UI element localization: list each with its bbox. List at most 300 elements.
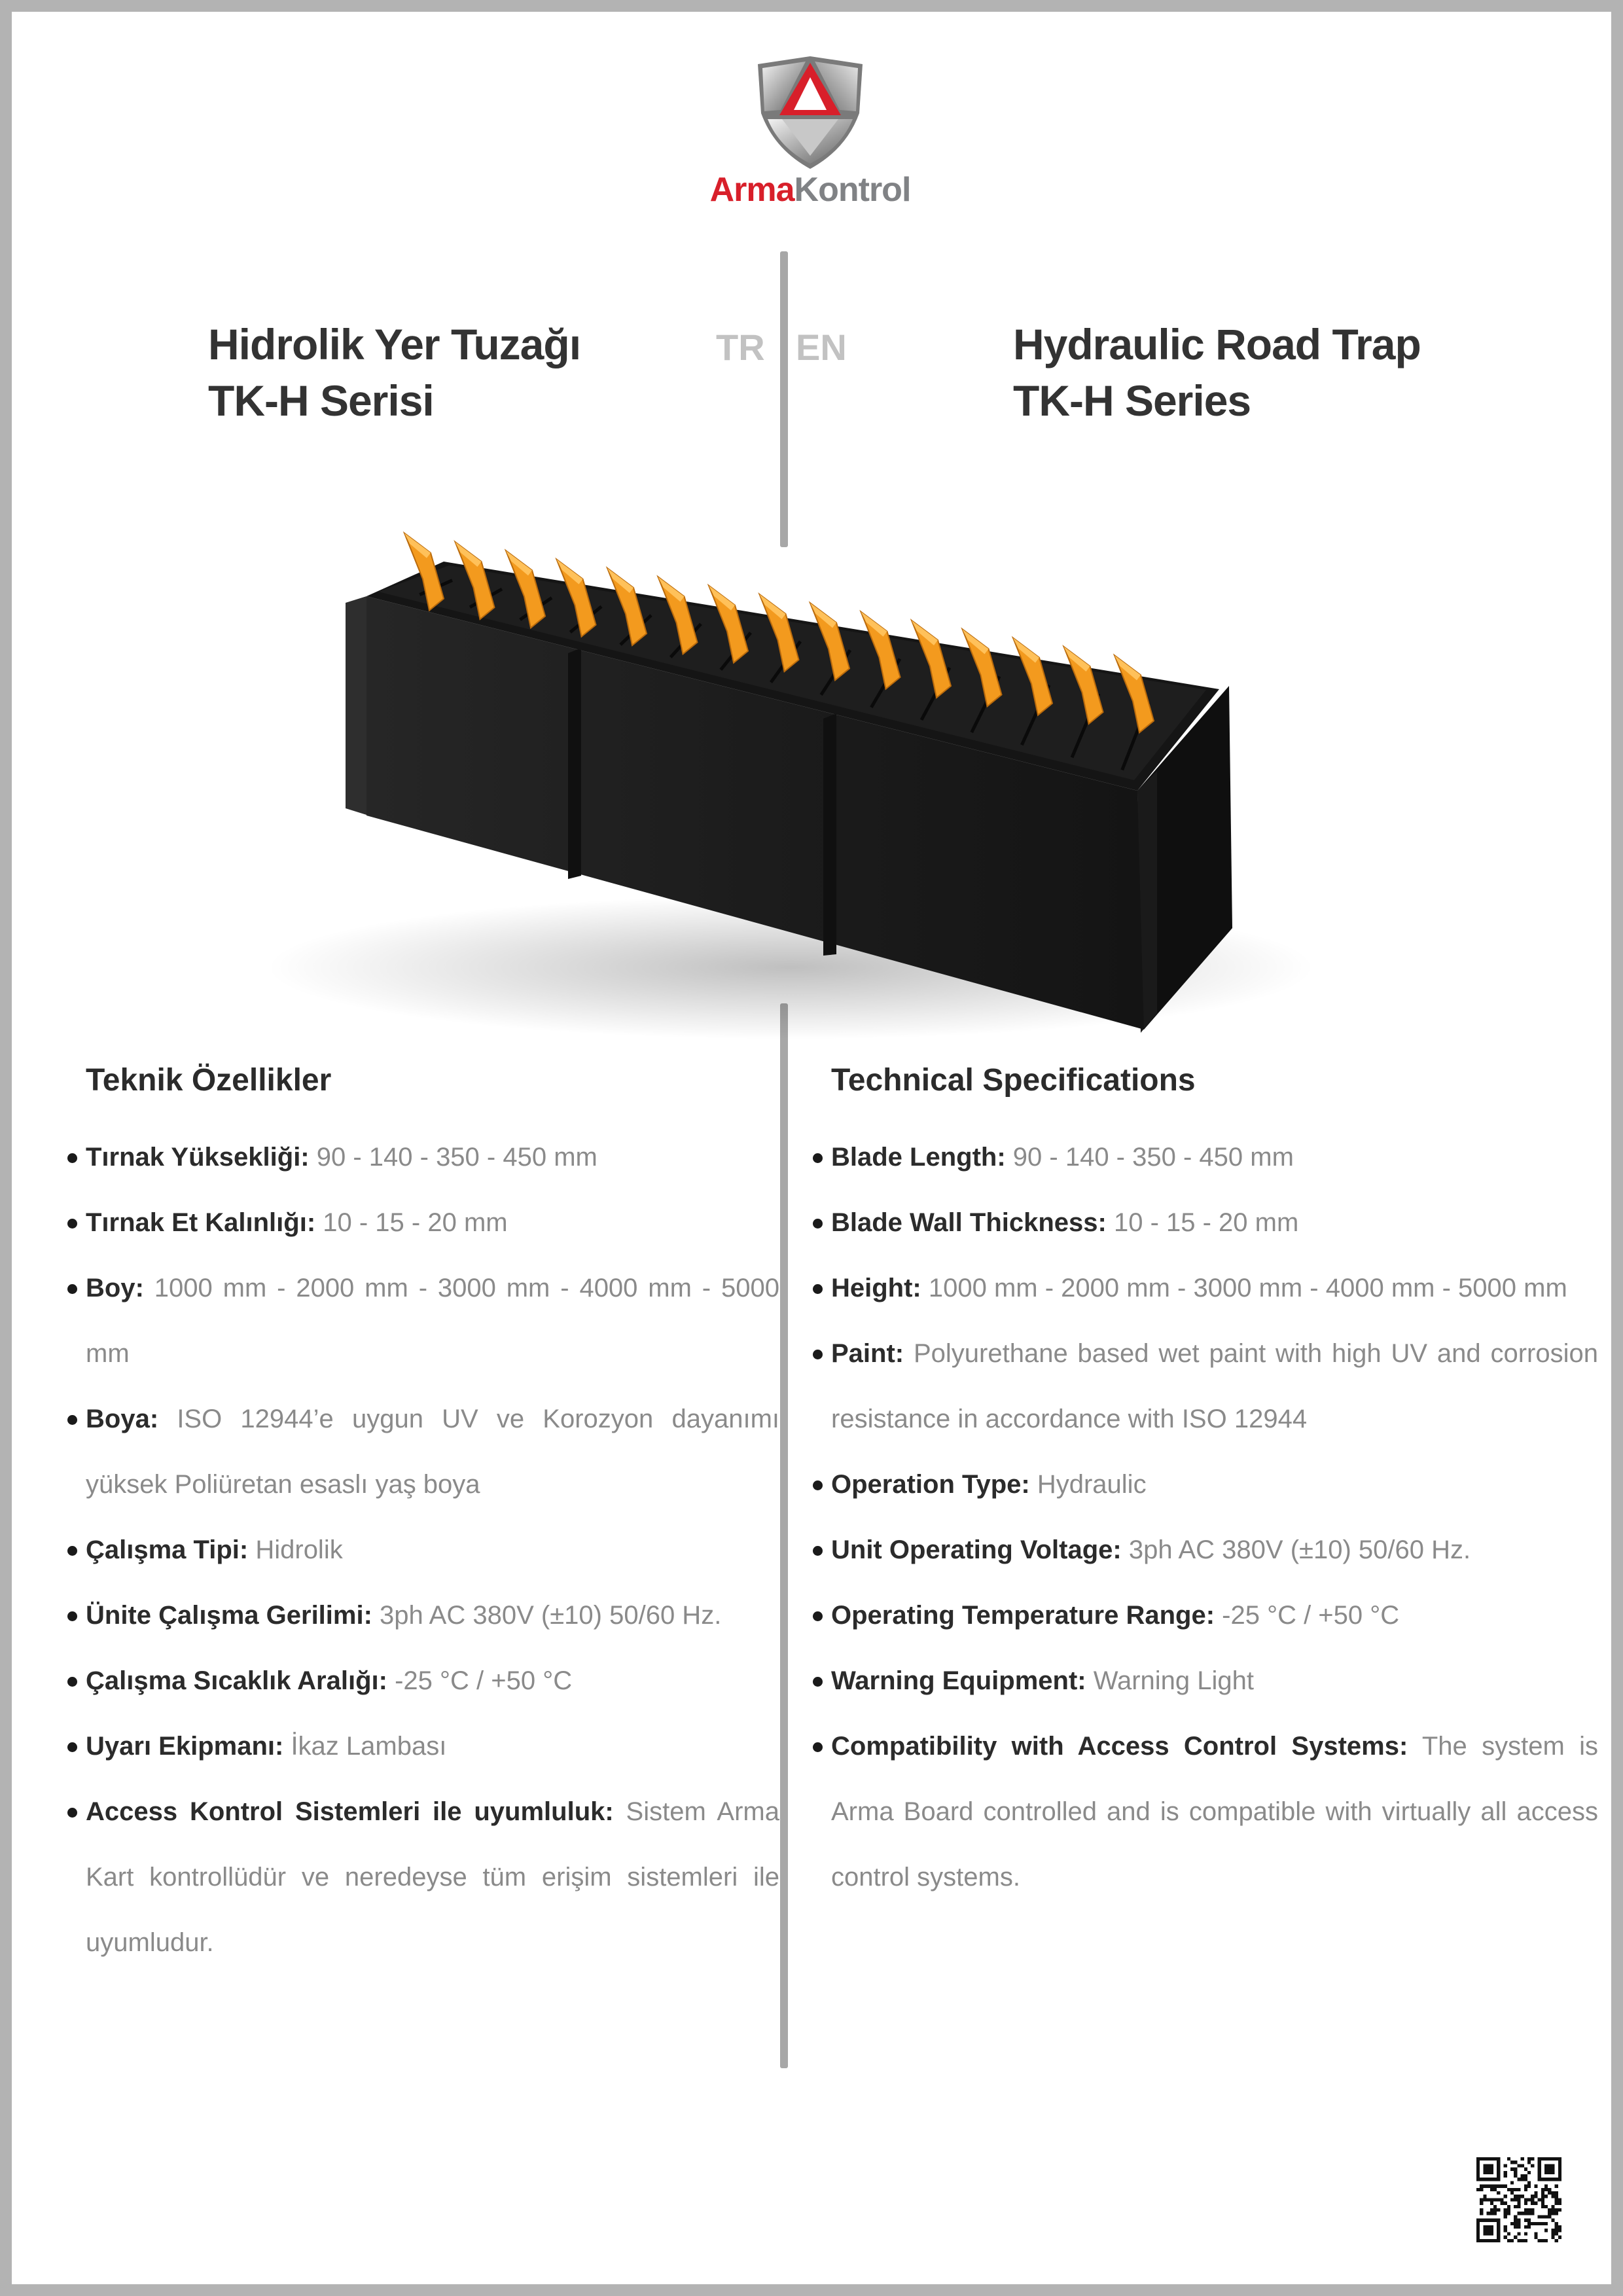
qr-module [1490, 2219, 1493, 2222]
qr-module [1538, 2178, 1541, 2181]
qr-module [1490, 2198, 1493, 2201]
qr-module [1524, 2232, 1527, 2235]
qr-module [1497, 2161, 1500, 2164]
qr-module [1524, 2174, 1527, 2178]
qr-module [1551, 2178, 1554, 2181]
qr-module [1504, 2164, 1507, 2167]
qr-module [1497, 2171, 1500, 2174]
qr-module [1510, 2168, 1514, 2171]
qr-module [1527, 2185, 1531, 2188]
qr-module [1538, 2157, 1541, 2161]
qr-module [1521, 2239, 1524, 2242]
qr-module [1517, 2164, 1520, 2167]
qr-module [1524, 2198, 1527, 2201]
qr-module [1521, 2212, 1524, 2215]
qr-module [1483, 2219, 1486, 2222]
qr-module [1555, 2225, 1558, 2229]
qr-module [1514, 2222, 1517, 2225]
qr-module [1504, 2185, 1507, 2188]
spec-label: Ünite Çalışma Gerilimi: [86, 1601, 372, 1630]
qr-module [1487, 2229, 1490, 2232]
qr-module [1541, 2191, 1544, 2195]
spec-value: -25 °C / +50 °C [387, 1666, 573, 1695]
qr-module [1524, 2178, 1527, 2181]
qr-module [1490, 2212, 1493, 2215]
qr-module [1476, 2188, 1480, 2191]
qr-module [1544, 2171, 1548, 2174]
qr-module [1514, 2219, 1517, 2222]
qr-module [1555, 2185, 1558, 2188]
qr-module [1544, 2195, 1548, 2198]
qr-module [1551, 2191, 1554, 2195]
qr-module [1497, 2174, 1500, 2178]
qr-module [1538, 2239, 1541, 2242]
qr-module [1548, 2188, 1551, 2191]
qr-module [1500, 2185, 1503, 2188]
qr-module [1555, 2178, 1558, 2181]
spec-en-paint [831, 1321, 1598, 1452]
qr-module [1534, 2202, 1537, 2205]
title-en-line2: TK-H Series [1013, 376, 1251, 425]
title-tr-line2: TK-H Serisi [208, 376, 434, 425]
spec-value: The system is Arma Board controlled and is compatible with virtually all access control systems. [831, 1732, 1598, 1892]
spec-label: Çalışma Sıcaklık Aralığı: [86, 1666, 387, 1695]
qr-module [1531, 2157, 1534, 2161]
qr-module [1517, 2205, 1520, 2208]
qr-module [1558, 2171, 1561, 2174]
qr-module [1487, 2232, 1490, 2235]
qr-module [1548, 2157, 1551, 2161]
qr-module [1524, 2168, 1527, 2171]
qr-module [1514, 2161, 1517, 2164]
qr-module [1544, 2185, 1548, 2188]
qr-module [1531, 2202, 1534, 2205]
qr-module [1548, 2191, 1551, 2195]
qr-module [1524, 2202, 1527, 2205]
qr-module [1514, 2205, 1517, 2208]
product-image [215, 509, 1366, 1052]
qr-module [1517, 2202, 1520, 2205]
qr-module [1538, 2222, 1541, 2225]
qr-module [1476, 2174, 1480, 2178]
qr-module [1541, 2198, 1544, 2201]
qr-module [1548, 2178, 1551, 2181]
qr-module [1517, 2232, 1520, 2235]
qr-module [1555, 2195, 1558, 2198]
spec-tr-temperature [86, 1648, 779, 1713]
spec-value: 3ph AC 380V (±10) 50/60 Hz. [372, 1601, 722, 1630]
qr-module [1551, 2208, 1554, 2212]
qr-module [1480, 2157, 1483, 2161]
spec-label: Blade Wall Thickness: [831, 1208, 1107, 1237]
qr-module [1510, 2181, 1514, 2184]
qr-module [1551, 2219, 1554, 2222]
spec-value: Hidrolik [248, 1535, 343, 1564]
qr-module [1476, 2225, 1480, 2229]
qr-module [1531, 2198, 1534, 2201]
qr-module [1544, 2164, 1548, 2167]
qr-module [1483, 2185, 1486, 2188]
qr-module [1551, 2229, 1554, 2232]
qr-module [1487, 2225, 1490, 2229]
qr-module [1487, 2171, 1490, 2174]
divider-bottom [780, 1003, 788, 2068]
qr-module [1510, 2161, 1514, 2164]
spec-tr-compatibility [86, 1779, 779, 1975]
qr-module [1521, 2157, 1524, 2161]
qr-module [1517, 2198, 1520, 2201]
spec-tr-blade-thickness [86, 1190, 779, 1255]
spec-value: Polyurethane based wet paint with high UV and corrosion resistance in accordance with ISO 12944 [831, 1339, 1598, 1433]
qr-module [1490, 2239, 1493, 2242]
qr-module [1541, 2239, 1544, 2242]
qr-module [1507, 2205, 1510, 2208]
qr-module [1476, 2171, 1480, 2174]
qr-module [1476, 2236, 1480, 2239]
qr-module [1534, 2232, 1537, 2235]
qr-module [1493, 2178, 1497, 2181]
spec-label: Height: [831, 1274, 921, 1302]
qr-module [1490, 2171, 1493, 2174]
qr-module [1510, 2188, 1514, 2191]
specs-tr-list [86, 1124, 779, 1975]
spec-label: Çalışma Tipi: [86, 1535, 249, 1564]
spec-value: 1000 mm - 2000 mm - 3000 mm - 4000 mm - 5000 mm [86, 1274, 779, 1368]
qr-module [1483, 2168, 1486, 2171]
spec-label: Boya: [86, 1405, 159, 1433]
qr-module [1510, 2239, 1514, 2242]
spec-en-voltage [831, 1517, 1598, 1583]
qr-module [1514, 2225, 1517, 2229]
qr-module [1490, 2232, 1493, 2235]
qr-module [1487, 2198, 1490, 2201]
qr-module [1551, 2164, 1554, 2167]
qr-module [1480, 2219, 1483, 2222]
qr-module [1497, 2164, 1500, 2167]
spec-label: Uyarı Ekipmanı: [86, 1732, 284, 1761]
qr-module [1493, 2219, 1497, 2222]
qr-module [1497, 2198, 1500, 2201]
qr-module [1524, 2225, 1527, 2229]
qr-module [1538, 2174, 1541, 2178]
title-tr [208, 316, 580, 429]
qr-module [1493, 2239, 1497, 2242]
qr-module [1480, 2212, 1483, 2215]
qr-module [1555, 2229, 1558, 2232]
spec-value: 3ph AC 380V (±10) 50/60 Hz. [1121, 1535, 1471, 1564]
qr-module [1493, 2205, 1497, 2208]
qr-module [1555, 2232, 1558, 2235]
qr-module [1541, 2195, 1544, 2198]
qr-module [1504, 2171, 1507, 2174]
specs-tr-heading: Teknik Özellikler [86, 1063, 332, 1098]
qr-module [1548, 2208, 1551, 2212]
qr-module [1514, 2188, 1517, 2191]
qr-module [1514, 2215, 1517, 2218]
qr-module [1490, 2229, 1493, 2232]
qr-module [1521, 2178, 1524, 2181]
qr-module [1504, 2229, 1507, 2232]
spec-value: -25 °C / +50 °C [1215, 1601, 1400, 1630]
qr-module [1493, 2198, 1497, 2201]
qr-module [1504, 2208, 1507, 2212]
spec-en-height [831, 1255, 1598, 1321]
qr-module [1497, 2208, 1500, 2212]
title-en [1013, 316, 1421, 429]
qr-module [1541, 2222, 1544, 2225]
qr-module [1548, 2215, 1551, 2218]
language-tr: TR [716, 327, 765, 368]
qr-module [1544, 2222, 1548, 2225]
qr-module [1527, 2219, 1531, 2222]
qr-module [1538, 2198, 1541, 2201]
qr-module [1531, 2212, 1534, 2215]
qr-module [1531, 2208, 1534, 2212]
qr-module [1551, 2236, 1554, 2239]
qr-module [1558, 2202, 1561, 2205]
datasheet-page [12, 12, 1611, 2284]
qr-module [1524, 2188, 1527, 2191]
qr-module [1497, 2185, 1500, 2188]
qr-module [1483, 2157, 1486, 2161]
qr-module [1541, 2215, 1544, 2218]
qr-module [1510, 2191, 1514, 2195]
qr-module [1507, 2232, 1510, 2235]
qr-module [1490, 2202, 1493, 2205]
qr-module [1497, 2178, 1500, 2181]
qr-module [1497, 2157, 1500, 2161]
language-en: EN [796, 327, 847, 368]
qr-module [1507, 2188, 1510, 2191]
qr-module [1544, 2239, 1548, 2242]
spec-value: Warning Light [1086, 1666, 1255, 1695]
qr-module [1534, 2222, 1537, 2225]
qr-module [1514, 2236, 1517, 2239]
qr-module [1534, 2236, 1537, 2239]
spec-en-compatibility [831, 1713, 1598, 1910]
qr-module [1544, 2229, 1548, 2232]
qr-module [1521, 2164, 1524, 2167]
specs-en-heading: Technical Specifications [831, 1063, 1196, 1098]
qr-module [1544, 2168, 1548, 2171]
qr-module [1551, 2212, 1554, 2215]
spec-en-warning-equipment [831, 1648, 1598, 1713]
qr-module [1548, 2164, 1551, 2167]
qr-module [1507, 2212, 1510, 2215]
qr-module [1514, 2168, 1517, 2171]
qr-module [1544, 2205, 1548, 2208]
qr-module [1504, 2202, 1507, 2205]
qr-module [1527, 2171, 1531, 2174]
qr-module [1500, 2198, 1503, 2201]
qr-module [1480, 2198, 1483, 2201]
spec-en-blade-length [831, 1124, 1598, 1190]
qr-module [1548, 2212, 1551, 2215]
qr-module [1534, 2185, 1537, 2188]
qr-module [1480, 2188, 1483, 2191]
shield-logo-icon [702, 51, 918, 175]
qr-module [1483, 2232, 1486, 2235]
qr-module [1558, 2198, 1561, 2201]
qr-module [1558, 2229, 1561, 2232]
qr-module [1497, 2232, 1500, 2235]
qr-module [1517, 2178, 1520, 2181]
qr-module [1524, 2239, 1527, 2242]
qr-module [1487, 2185, 1490, 2188]
qr-module [1490, 2208, 1493, 2212]
qr-module [1514, 2171, 1517, 2174]
qr-module [1504, 2225, 1507, 2229]
qr-module [1480, 2239, 1483, 2242]
qr-module [1541, 2178, 1544, 2181]
qr-module [1493, 2188, 1497, 2191]
spec-tr-operation-type [86, 1517, 779, 1583]
qr-module [1558, 2174, 1561, 2178]
spec-value: 10 - 15 - 20 mm [1106, 1208, 1299, 1237]
qr-module [1480, 2185, 1483, 2188]
qr-module [1497, 2225, 1500, 2229]
divider-top [780, 251, 788, 547]
spec-label: Operating Temperature Range: [831, 1601, 1215, 1630]
qr-module [1558, 2164, 1561, 2167]
qr-module [1541, 2157, 1544, 2161]
qr-module [1476, 2168, 1480, 2171]
spec-label: Access Kontrol Sistemleri ile uyumluluk: [86, 1797, 614, 1826]
qr-module [1548, 2168, 1551, 2171]
spec-value: 1000 mm - 2000 mm - 3000 mm - 4000 mm - 5000 mm [921, 1274, 1567, 1302]
spec-label: Blade Length: [831, 1143, 1006, 1172]
qr-module [1538, 2168, 1541, 2171]
qr-module [1480, 2178, 1483, 2181]
qr-module [1555, 2202, 1558, 2205]
qr-module [1514, 2198, 1517, 2201]
qr-module [1555, 2212, 1558, 2215]
qr-module [1476, 2229, 1480, 2232]
qr-module [1527, 2181, 1531, 2184]
qr-module [1558, 2161, 1561, 2164]
qr-module [1531, 2164, 1534, 2167]
qr-module [1558, 2208, 1561, 2212]
qr-module [1490, 2157, 1493, 2161]
qr-module [1524, 2185, 1527, 2188]
qr-module [1544, 2157, 1548, 2161]
qr-module [1497, 2222, 1500, 2225]
qr-module [1527, 2208, 1531, 2212]
qr-module [1555, 2208, 1558, 2212]
qr-module [1483, 2164, 1486, 2167]
spec-tr-blade-height [86, 1124, 779, 1190]
qr-module [1483, 2195, 1486, 2198]
qr-module [1476, 2161, 1480, 2164]
qr-module [1527, 2157, 1531, 2161]
qr-module [1490, 2188, 1493, 2191]
brand-name-part2: Kontrol [794, 171, 911, 209]
qr-module [1541, 2205, 1544, 2208]
qr-module [1555, 2157, 1558, 2161]
qr-module [1551, 2168, 1554, 2171]
qr-module [1497, 2236, 1500, 2239]
qr-module [1534, 2195, 1537, 2198]
qr-module [1541, 2202, 1544, 2205]
spec-label: Tırnak Yüksekliği: [86, 1143, 310, 1172]
qr-module [1524, 2208, 1527, 2212]
qr-module [1555, 2222, 1558, 2225]
qr-module [1551, 2195, 1554, 2198]
qr-module [1517, 2212, 1520, 2215]
qr-module [1527, 2225, 1531, 2229]
qr-module [1507, 2239, 1510, 2242]
qr-module [1490, 2185, 1493, 2188]
spec-value: ISO 12944’e uygun UV ve Korozyon dayanımı yüksek Poliüretan esaslı yaş boya [86, 1405, 779, 1499]
qr-module [1476, 2232, 1480, 2235]
qr-module [1558, 2225, 1561, 2229]
specs-en-list [831, 1124, 1598, 1910]
brand-name-part1: Arma [709, 171, 794, 209]
qr-module [1544, 2178, 1548, 2181]
spec-value: Sistem Arma Kart kontrollüdür ve neredeyse tüm erişim sistemleri ile uyumludur. [86, 1797, 779, 1957]
qr-module [1476, 2178, 1480, 2181]
qr-module [1558, 2168, 1561, 2171]
qr-module [1480, 2202, 1483, 2205]
qr-module [1504, 2215, 1507, 2218]
qr-module [1507, 2208, 1510, 2212]
qr-module [1558, 2236, 1561, 2239]
qr-module [1487, 2157, 1490, 2161]
spec-value: İkaz Lambası [283, 1732, 447, 1761]
qr-module [1487, 2168, 1490, 2171]
qr-module [1483, 2239, 1486, 2242]
qr-code-icon[interactable] [1476, 2157, 1561, 2242]
qr-module [1531, 2195, 1534, 2198]
qr-module [1517, 2222, 1520, 2225]
qr-module [1524, 2212, 1527, 2215]
qr-module [1544, 2215, 1548, 2218]
title-en-line1: Hydraulic Road Trap [1013, 320, 1421, 368]
qr-module [1476, 2157, 1480, 2161]
qr-module [1493, 2208, 1497, 2212]
qr-module [1504, 2174, 1507, 2178]
qr-module [1504, 2236, 1507, 2239]
brand-wordmark [702, 170, 918, 209]
qr-module [1510, 2198, 1514, 2201]
qr-module [1527, 2198, 1531, 2201]
qr-module [1558, 2157, 1561, 2161]
qr-module [1541, 2188, 1544, 2191]
road-trap-illustration [215, 509, 1366, 1052]
qr-module [1517, 2239, 1520, 2242]
qr-module [1555, 2191, 1558, 2195]
qr-module [1521, 2174, 1524, 2178]
qr-module [1527, 2161, 1531, 2164]
qr-module [1476, 2239, 1480, 2242]
qr-module [1487, 2239, 1490, 2242]
qr-module [1524, 2219, 1527, 2222]
qr-module [1531, 2222, 1534, 2225]
qr-module [1527, 2212, 1531, 2215]
title-tr-line1: Hidrolik Yer Tuzağı [208, 320, 581, 368]
spec-label: Paint: [831, 1339, 904, 1368]
spec-tr-length [86, 1255, 779, 1386]
spec-tr-warning-equipment [86, 1713, 779, 1779]
qr-module [1538, 2161, 1541, 2164]
qr-module [1551, 2232, 1554, 2235]
qr-module [1514, 2195, 1517, 2198]
qr-module [1497, 2168, 1500, 2171]
qr-module [1538, 2171, 1541, 2174]
qr-module [1487, 2164, 1490, 2167]
qr-module [1500, 2202, 1503, 2205]
qr-module [1483, 2229, 1486, 2232]
